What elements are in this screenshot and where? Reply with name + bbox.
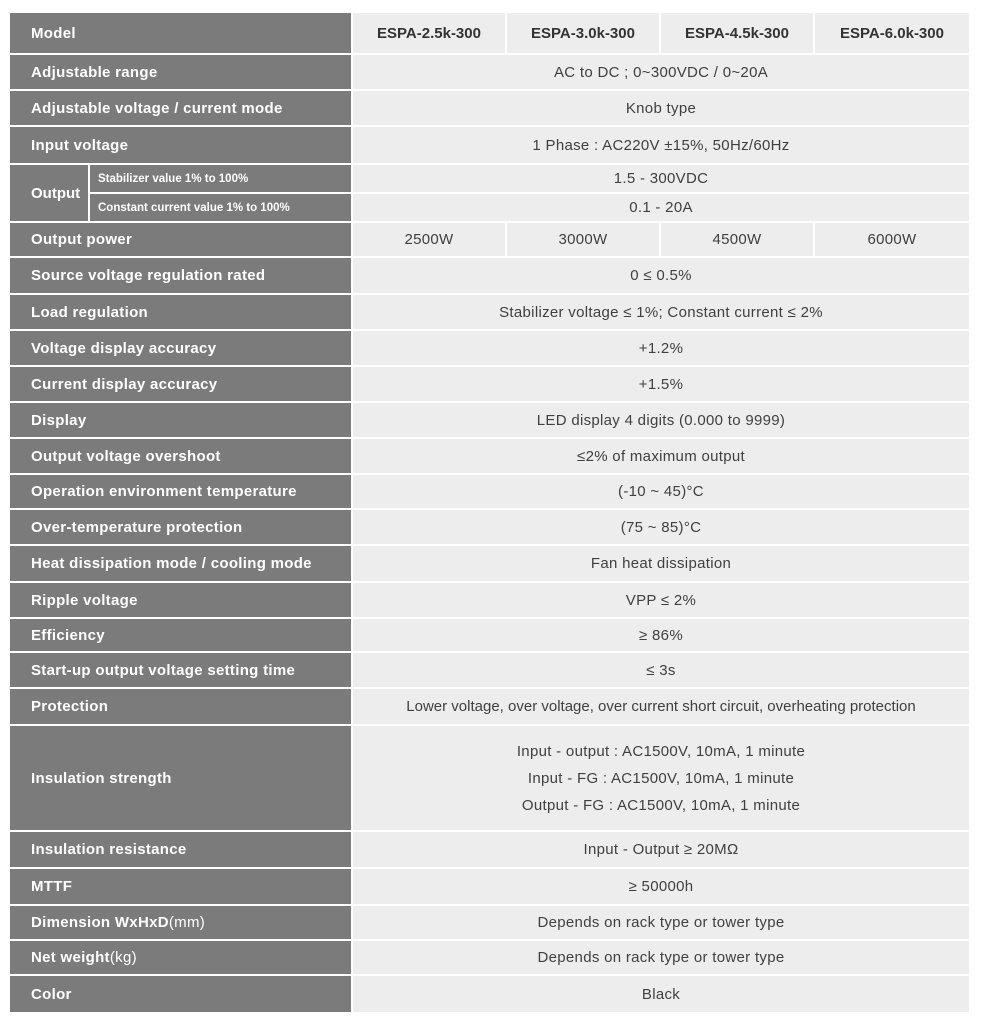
row-label: Load regulation bbox=[10, 295, 353, 331]
row-value: AC to DC ; 0~300VDC / 0~20A bbox=[353, 55, 969, 91]
row-value: +1.2% bbox=[353, 331, 969, 367]
output-power-value: 4500W bbox=[661, 223, 815, 258]
table-row bbox=[10, 165, 969, 194]
row-label: Operation environment temperature bbox=[10, 475, 353, 510]
header-row bbox=[10, 13, 969, 55]
table-row bbox=[10, 583, 969, 619]
output-label: Output bbox=[10, 165, 90, 223]
table-row bbox=[10, 331, 969, 367]
row-label-text: Net weight bbox=[31, 949, 110, 966]
table-row bbox=[10, 439, 969, 475]
row-label: Current display accuracy bbox=[10, 367, 353, 403]
row-value: Black bbox=[353, 976, 969, 1012]
table-row bbox=[10, 689, 969, 726]
row-label bbox=[10, 906, 353, 941]
stabilizer-value: 1.5 - 300VDC bbox=[353, 165, 969, 194]
row-value: ≤2% of maximum output bbox=[353, 439, 969, 475]
row-value: VPP ≤ 2% bbox=[353, 583, 969, 619]
constant-current-value: 0.1 - 20A bbox=[353, 194, 969, 223]
model-name: ESPA-3.0k-300 bbox=[507, 13, 661, 55]
table-row bbox=[10, 546, 969, 583]
row-label: Ripple voltage bbox=[10, 583, 353, 619]
row-value: (-10 ~ 45)°C bbox=[353, 475, 969, 510]
row-value: ≤ 3s bbox=[353, 653, 969, 689]
table-row bbox=[10, 295, 969, 331]
row-label: Input voltage bbox=[10, 127, 353, 165]
table-row bbox=[10, 619, 969, 653]
row-label: Source voltage regulation rated bbox=[10, 258, 353, 295]
row-label: Color bbox=[10, 976, 353, 1012]
table-row bbox=[10, 367, 969, 403]
row-value: Depends on rack type or tower type bbox=[353, 906, 969, 941]
row-label: Adjustable range bbox=[10, 55, 353, 91]
row-label: Display bbox=[10, 403, 353, 439]
table-row bbox=[10, 258, 969, 295]
row-value: Knob type bbox=[353, 91, 969, 127]
row-value: Stabilizer voltage ≤ 1%; Constant current ≤ 2% bbox=[353, 295, 969, 331]
row-label bbox=[10, 941, 353, 976]
table-row bbox=[10, 223, 969, 258]
output-power-value: 6000W bbox=[815, 223, 969, 258]
row-value: (75 ~ 85)°C bbox=[353, 510, 969, 546]
table-row bbox=[10, 127, 969, 165]
table-row bbox=[10, 976, 969, 1012]
row-value: 0 ≤ 0.5% bbox=[353, 258, 969, 295]
table-row bbox=[10, 726, 969, 832]
model-name: ESPA-4.5k-300 bbox=[661, 13, 815, 55]
spec-table bbox=[10, 13, 969, 1012]
model-label: Model bbox=[10, 13, 353, 55]
row-label: Voltage display accuracy bbox=[10, 331, 353, 367]
row-value: Fan heat dissipation bbox=[353, 546, 969, 583]
row-value: Lower voltage, over voltage, over current short circuit, overheating protection bbox=[353, 689, 969, 726]
row-value: Depends on rack type or tower type bbox=[353, 941, 969, 976]
row-label-unit: (mm) bbox=[168, 914, 206, 931]
insulation-line: Input - FG : AC1500V, 10mA, 1 minute bbox=[527, 769, 795, 787]
row-label: Insulation resistance bbox=[10, 832, 353, 869]
insulation-strength-values bbox=[353, 726, 969, 832]
output-power-value: 3000W bbox=[507, 223, 661, 258]
constant-current-label: Constant current value 1% to 100% bbox=[90, 194, 353, 223]
row-label: MTTF bbox=[10, 869, 353, 906]
row-value: ≥ 86% bbox=[353, 619, 969, 653]
row-value: LED display 4 digits (0.000 to 9999) bbox=[353, 403, 969, 439]
row-label: Output power bbox=[10, 223, 353, 258]
row-label: Heat dissipation mode / cooling mode bbox=[10, 546, 353, 583]
row-label: Adjustable voltage / current mode bbox=[10, 91, 353, 127]
row-value: ≥ 50000h bbox=[353, 869, 969, 906]
table-row bbox=[10, 55, 969, 91]
row-label: Start-up output voltage setting time bbox=[10, 653, 353, 689]
table-row bbox=[10, 403, 969, 439]
table-row bbox=[10, 906, 969, 941]
row-value: +1.5% bbox=[353, 367, 969, 403]
table-row bbox=[10, 941, 969, 976]
row-label: Efficiency bbox=[10, 619, 353, 653]
table-row bbox=[10, 832, 969, 869]
output-power-value: 2500W bbox=[353, 223, 507, 258]
table-row bbox=[10, 475, 969, 510]
table-row bbox=[10, 653, 969, 689]
table-row bbox=[10, 194, 969, 223]
insulation-line: Output - FG : AC1500V, 10mA, 1 minute bbox=[521, 796, 801, 814]
table-row bbox=[10, 91, 969, 127]
model-name: ESPA-2.5k-300 bbox=[353, 13, 507, 55]
row-label: Insulation strength bbox=[10, 726, 353, 832]
table-row bbox=[10, 510, 969, 546]
row-label-text: Dimension WxHxD bbox=[31, 914, 169, 931]
stabilizer-label: Stabilizer value 1% to 100% bbox=[90, 165, 353, 194]
row-value: Input - Output ≥ 20MΩ bbox=[353, 832, 969, 869]
table-row bbox=[10, 869, 969, 906]
row-label-unit: (kg) bbox=[109, 949, 137, 966]
row-value: 1 Phase : AC220V ±15%, 50Hz/60Hz bbox=[353, 127, 969, 165]
insulation-line: Input - output : AC1500V, 10mA, 1 minute bbox=[516, 742, 806, 760]
row-label: Over-temperature protection bbox=[10, 510, 353, 546]
model-name: ESPA-6.0k-300 bbox=[815, 13, 969, 55]
row-label: Output voltage overshoot bbox=[10, 439, 353, 475]
row-label: Protection bbox=[10, 689, 353, 726]
